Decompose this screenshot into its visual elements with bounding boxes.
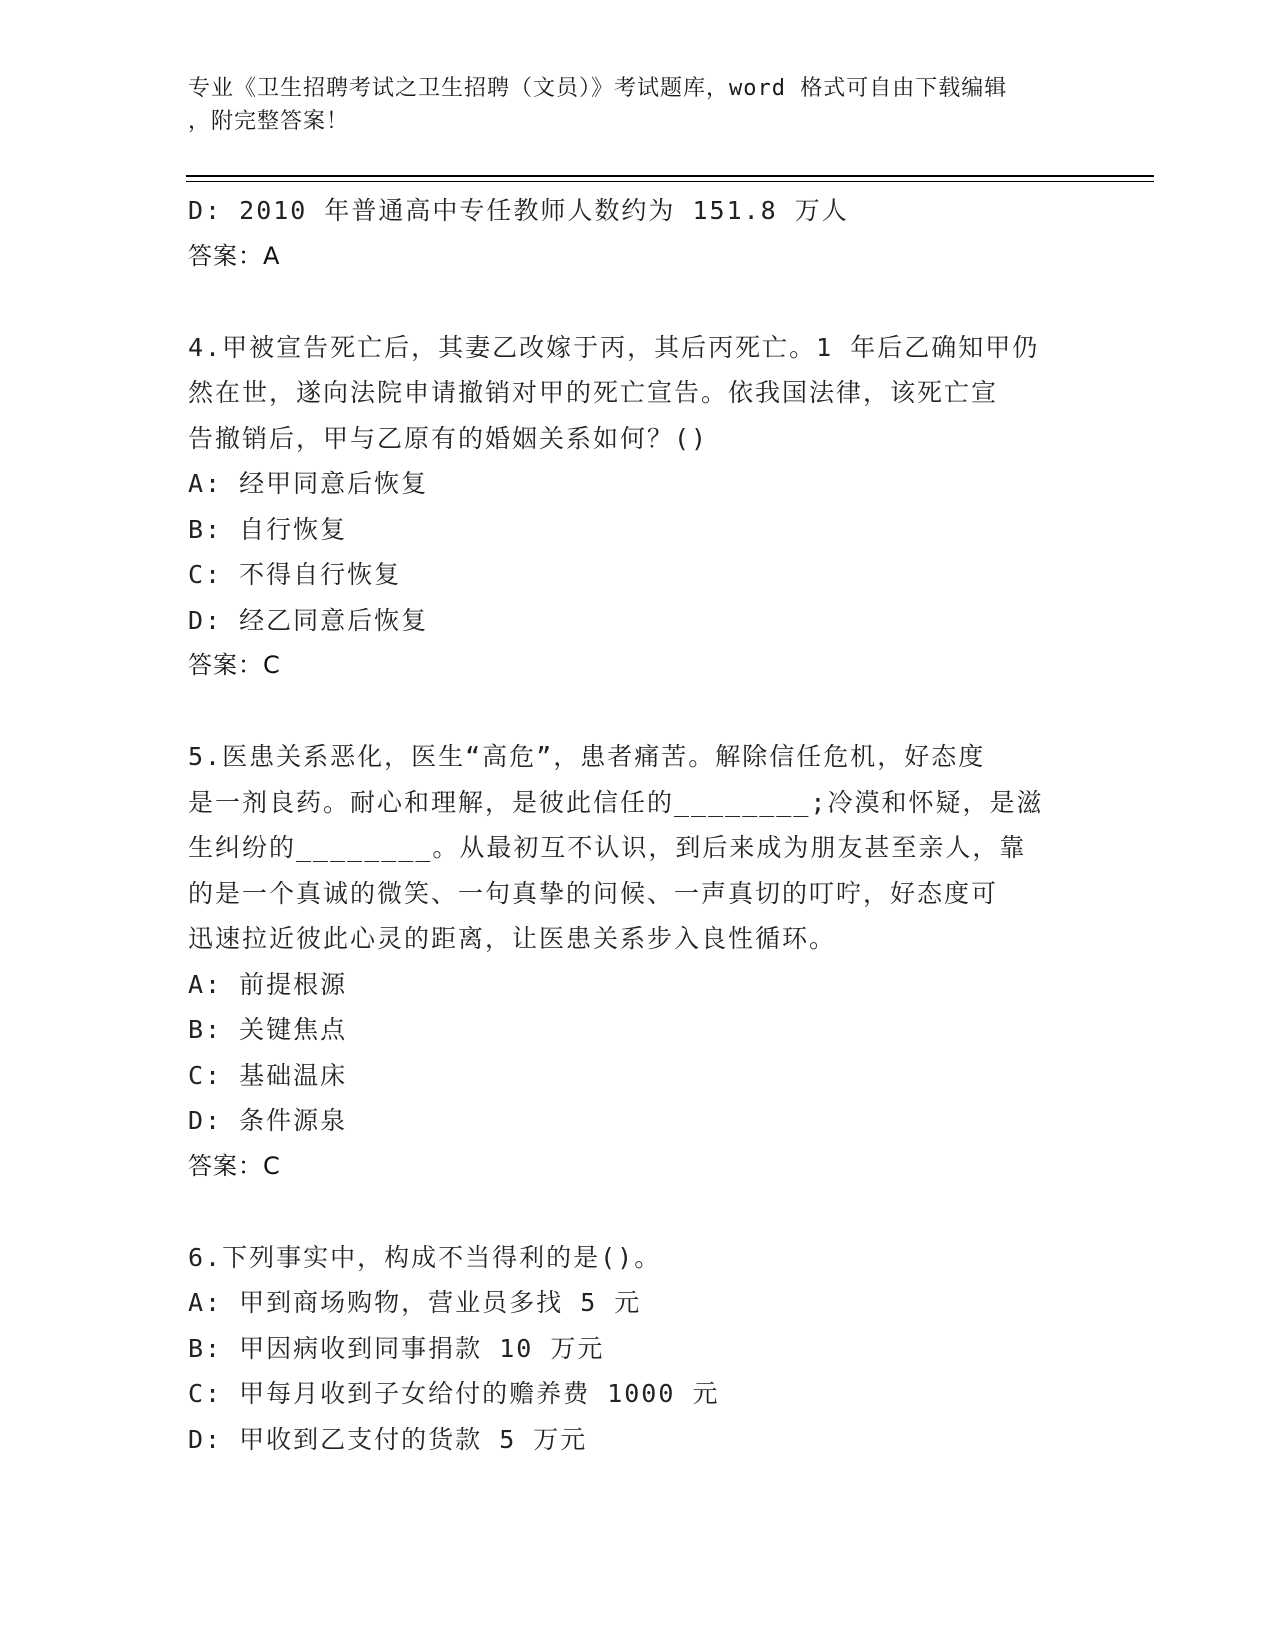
question-5-answer: 答案：C — [188, 1151, 281, 1180]
question-5-option-c: C: 基础温床 — [188, 1060, 348, 1090]
header-divider-thick — [186, 175, 1154, 177]
question-4-stem-line-3: 告撤销后，甲与乙原有的婚姻关系如何？() — [188, 423, 709, 453]
header-title-line-1: 专业《卫生招聘考试之卫生招聘（文员）》考试题库，word 格式可自由下载编辑 — [188, 76, 1008, 101]
question-4-option-c: C: 不得自行恢复 — [188, 560, 402, 589]
question-5-option-b: B: 关键焦点 — [188, 1015, 348, 1044]
question-5-stem-line-3: 生纠纷的________。从最初互不认识，到后来成为朋友甚至亲人，靠 — [188, 833, 1027, 862]
question-6 — [188, 1235, 1088, 1463]
question-6-option-d: D: 甲收到乙支付的货款 5 万元 — [188, 1424, 588, 1454]
question-5-stem-line-5: 迅速拉近彼此心灵的距离，让医患关系步入良性循环。 — [188, 924, 837, 953]
question-5-stem-line-2: 是一剂良药。耐心和理解，是彼此信任的________;冷漠和怀疑，是滋 — [188, 787, 1044, 817]
question-4-option-a: A: 经甲同意后恢复 — [188, 469, 429, 498]
spacer — [188, 1189, 1088, 1235]
spacer — [188, 279, 1088, 325]
question-6-option-b: B: 甲因病收到同事捐款 10 万元 — [188, 1333, 605, 1363]
question-6-stem-line-1: 6.下列事实中，构成不当得利的是()。 — [188, 1242, 662, 1272]
question-4-option-d: D: 经乙同意后恢复 — [188, 605, 429, 635]
spacer — [188, 689, 1088, 735]
question-3-answer: 答案：A — [188, 241, 281, 270]
question-5-stem-line-4: 的是一个真诚的微笑、一句真挚的问候、一声真切的叮咛，好态度可 — [188, 878, 999, 908]
question-4-option-b: B: 自行恢复 — [188, 514, 348, 544]
question-5-option-d: D: 条件源泉 — [188, 1106, 348, 1135]
question-6-option-c: C: 甲每月收到子女给付的赡养费 1000 元 — [188, 1379, 720, 1408]
header-divider-thin — [186, 181, 1154, 182]
question-6-option-a: A: 甲到商场购物，营业员多找 5 元 — [188, 1288, 642, 1317]
question-3-option-d: D: 2010 年普通高中专任教师人数约为 151.8 万人 — [188, 196, 849, 225]
question-5 — [188, 734, 1088, 1189]
question-3-tail — [188, 188, 1088, 279]
question-5-option-a: A: 前提根源 — [188, 969, 348, 999]
question-4-answer: 答案：C — [188, 651, 281, 679]
header-title-line-2: ，附完整答案！ — [188, 109, 350, 134]
question-4-stem-line-1: 4.甲被宣告死亡后，其妻乙改嫁于丙，其后丙死亡。1 年后乙确知甲仍 — [188, 332, 1040, 362]
question-4 — [188, 325, 1088, 689]
question-list — [188, 188, 1088, 1462]
question-5-stem-line-1: 5.医患关系恶化，医生“高危”，患者痛苦。解除信任危机，好态度 — [188, 742, 986, 771]
page-header — [188, 72, 1068, 138]
question-4-stem-line-2: 然在世，遂向法院申请撤销对甲的死亡宣告。依我国法律，该死亡宣 — [188, 378, 999, 407]
